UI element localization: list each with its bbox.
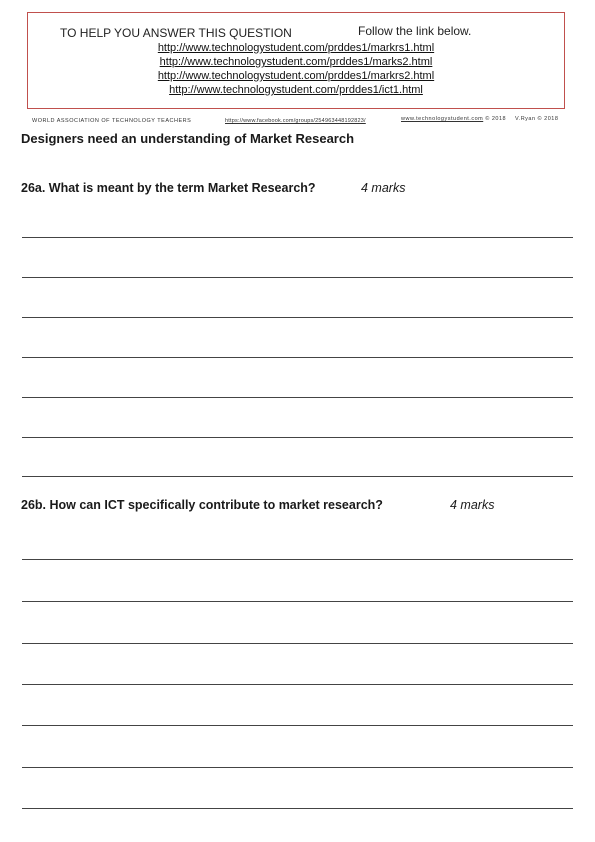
answer-line-26a[interactable]: [22, 476, 573, 477]
answer-line-26b[interactable]: [22, 643, 573, 644]
answer-line-26b[interactable]: [22, 684, 573, 685]
answer-line-26a[interactable]: [22, 237, 573, 238]
answer-line-26a[interactable]: [22, 437, 573, 438]
answer-line-26a[interactable]: [22, 277, 573, 278]
link-ict1[interactable]: http://www.technologystudent.com/prddes1/ict1.html: [169, 84, 423, 96]
follow-link-text: Follow the link below.: [358, 24, 472, 38]
link-marks2[interactable]: http://www.technologystudent.com/prddes1/marks2.html: [159, 56, 433, 68]
site-credit: [401, 116, 506, 122]
answer-line-26a[interactable]: [22, 397, 573, 398]
help-heading: TO HELP YOU ANSWER THIS QUESTION: [60, 26, 292, 40]
question-26b-marks: 4 marks: [450, 498, 495, 512]
answer-line-26b[interactable]: [22, 767, 573, 768]
author-credit: V.Ryan © 2018: [515, 116, 559, 122]
question-26a: 26a. What is meant by the term Market Research?: [21, 181, 316, 195]
link-list: [28, 41, 564, 97]
link-markrs1[interactable]: http://www.technologystudent.com/prddes1/markrs1.html: [157, 42, 435, 54]
section-title: Designers need an understanding of Market Research: [21, 131, 355, 146]
question-26b: 26b. How can ICT specifically contribute to market research?: [21, 498, 383, 512]
site-link[interactable]: www.technologystudent.com: [401, 116, 484, 122]
help-box: [27, 12, 565, 109]
question-26a-marks: 4 marks: [361, 181, 406, 195]
answer-line-26a[interactable]: [22, 317, 573, 318]
link-markrs2[interactable]: http://www.technologystudent.com/prddes1/markrs2.html: [157, 70, 435, 82]
answer-line-26a[interactable]: [22, 357, 573, 358]
facebook-link[interactable]: https://www.facebook.com/groups/254963448192823/: [225, 118, 366, 124]
association-name: WORLD ASSOCIATION OF TECHNOLOGY TEACHERS: [32, 118, 192, 124]
answer-line-26b[interactable]: [22, 725, 573, 726]
answer-line-26b[interactable]: [22, 808, 573, 809]
site-year: © 2018: [485, 116, 507, 122]
answer-line-26b[interactable]: [22, 601, 573, 602]
answer-line-26b[interactable]: [22, 559, 573, 560]
